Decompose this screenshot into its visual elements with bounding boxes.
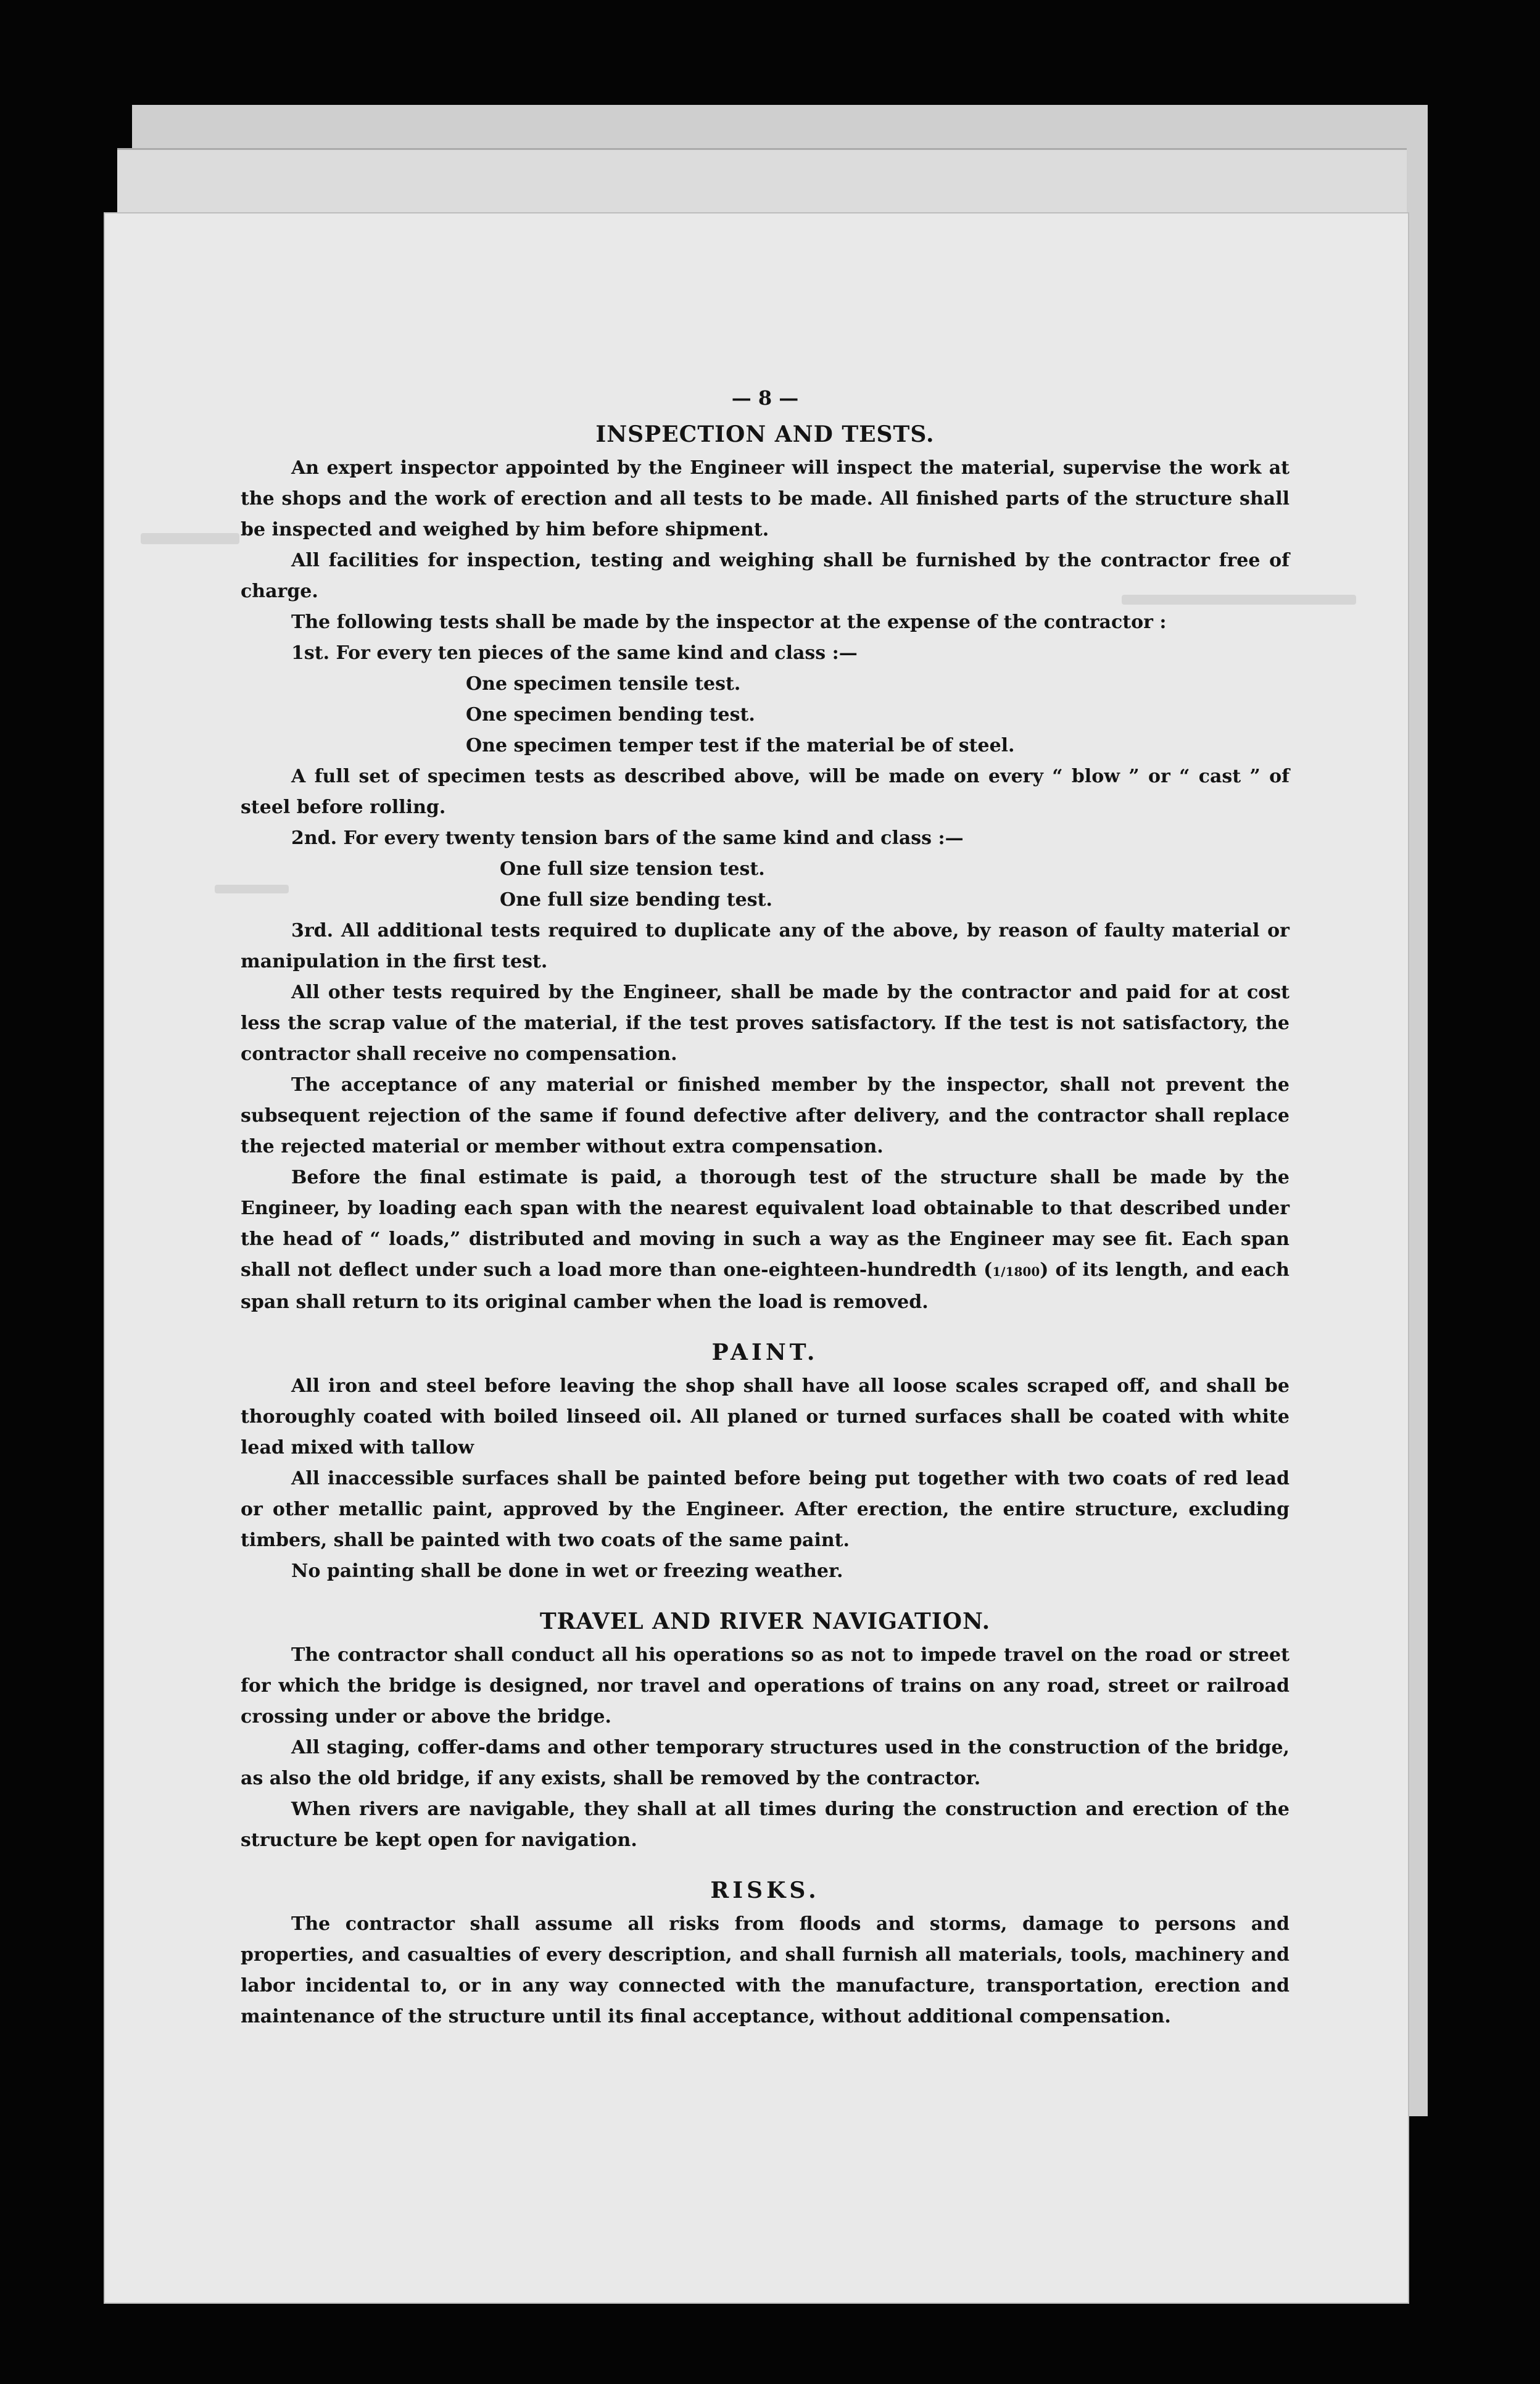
test-line: One full size tension test. — [500, 858, 765, 880]
paragraph-text: Before the final estimate is paid, a thorough test of the structure shall be made by the Engineer, by loading each span with the nearest equivalent load obtainable to that described under the head of “ loads,” distributed and moving in such a way as the Engineer may see fit. Each span shall not deflect under such a load more than one-eighteen-hundredth ( — [241, 1167, 1290, 1281]
test-item-1: 1st. For every ten pieces of the same kind and class :— — [291, 642, 858, 664]
document-body — [241, 383, 1290, 2032]
paragraph: No painting shall be done in wet or freezing weather. — [291, 1560, 843, 1582]
paragraph: A full set of specimen tests as described above, will be made on every “ blow ” or “ cast ” of steel before rolling. — [241, 766, 1290, 818]
bleed-through-mark — [141, 533, 239, 544]
section-heading-inspection: INSPECTION AND TESTS. — [595, 421, 935, 447]
test-item-2: 2nd. For every twenty tension bars of the same kind and class :— — [291, 827, 964, 849]
paragraph: The following tests shall be made by the inspector at the expense of the contractor : — [291, 611, 1167, 633]
paragraph: An expert inspector appointed by the Engineer will inspect the material, supervise the work at the shops and the work of erection and all tests to be made. All finished parts of the structure shall be inspected and weighed by him before shipment. — [241, 457, 1290, 540]
paragraph: All inaccessible surfaces shall be painted before being put together with two coats of red lead or other metallic paint, approved by the Engineer. After erection, the entire structure, excluding timbers, shall be painted with two coats of the same paint. — [241, 1468, 1290, 1551]
section-heading-risks: RISKS. — [710, 1877, 820, 1903]
paragraph: All facilities for inspection, testing and weighing shall be furnished by the contractor free of charge. — [241, 550, 1290, 602]
paragraph-text: ) of its length, and each span shall return to its original camber when the load is removed. — [241, 1259, 1290, 1313]
paragraph — [241, 1162, 1290, 1318]
section-heading-paint: PAINT. — [711, 1339, 819, 1365]
paragraph: All iron and steel before leaving the shop shall have all loose scales scraped off, and shall be thoroughly coated with boiled linseed oil. All planed or turned surfaces shall be coated with white lead mixed with tallow — [241, 1375, 1290, 1459]
test-line: One specimen tensile test. — [466, 673, 741, 695]
fraction: 1/1800 — [992, 1264, 1040, 1279]
paragraph: All staging, coffer-dams and other temporary structures used in the construction of the bridge, as also the old bridge, if any exists, shall be removed by the contractor. — [241, 1737, 1290, 1789]
paragraph: The contractor shall assume all risks from floods and storms, damage to persons and properties, and casualties of every description, and shall furnish all materials, tools, machinery and labor incidental to, or in any way connected with the manufacture, transportation, erection and maintenance of the structure until its final acceptance, without additional compensation. — [241, 1913, 1290, 2027]
section-heading-travel: TRAVEL AND RIVER NAVIGATION. — [539, 1608, 991, 1634]
test-line: One specimen bending test. — [466, 704, 755, 726]
test-line: One full size bending test. — [500, 889, 772, 911]
paragraph: The contractor shall conduct all his operations so as not to impede travel on the road or street for which the bridge is designed, nor travel and operations of trains on any road, street or railroad crossing under or above the bridge. — [241, 1644, 1290, 1728]
test-line: One specimen temper test if the material be of steel. — [466, 735, 1015, 756]
paragraph: All other tests required by the Engineer, shall be made by the contractor and paid for at cost less the scrap value of the material, if the test proves satisfactory. If the test is not satisfactory, the contractor shall receive no compensation. — [241, 982, 1290, 1065]
test-item-3: 3rd. All additional tests required to duplicate any of the above, by reason of faulty material or manipulation in the first test. — [241, 920, 1290, 972]
paragraph: The acceptance of any material or finished member by the inspector, shall not prevent the subsequent rejection of the same if found defective after delivery, and the contractor shall replace the rejected material or member without extra compensation. — [241, 1074, 1290, 1157]
paragraph: When rivers are navigable, they shall at all times during the construction and erection of the structure be kept open for navigation. — [241, 1798, 1290, 1851]
page-number: — 8 — — [731, 386, 799, 410]
